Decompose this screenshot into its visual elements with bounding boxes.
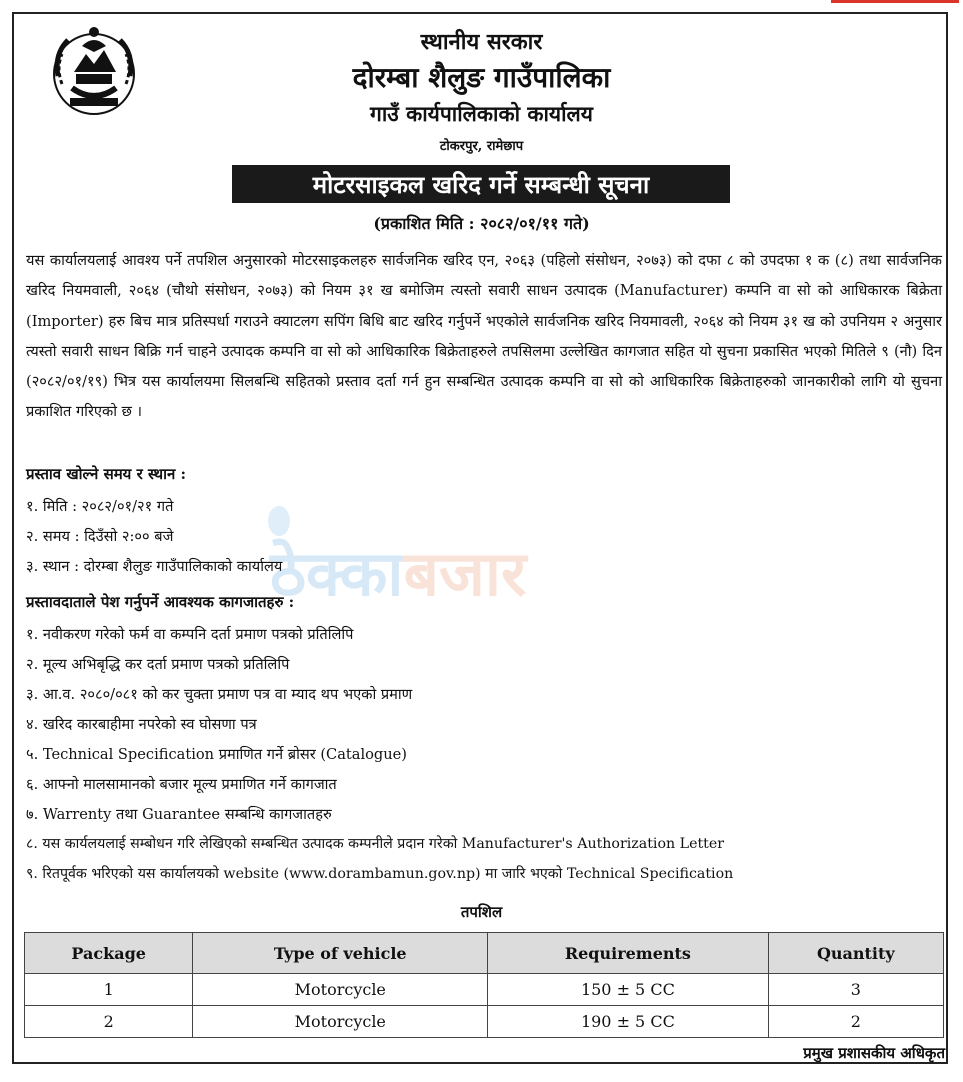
opening-item-time: २. समय : दिउँसो २:०० बजे xyxy=(26,528,174,545)
vehicle-spec-table xyxy=(24,932,944,1038)
cell-package: 2 xyxy=(25,1006,193,1038)
watermark-logo: ठेक्काबजार xyxy=(270,537,527,610)
table-row xyxy=(25,1006,944,1038)
table-row xyxy=(25,974,944,1006)
header-office-name: गाउँ कार्यपालिकाको कार्यालय xyxy=(370,101,593,126)
opening-item-place: ३. स्थान : दोरम्बा शैलुङ गाउँपालिकाको कार्यालय xyxy=(26,558,283,575)
document-item: ५. Technical Specification प्रमाणित गर्ने ब्रोसर (Catalogue) xyxy=(26,746,407,763)
cell-quantity: 3 xyxy=(768,974,943,1006)
document-item: २. मूल्य अभिबृद्धि कर दर्ता प्रमाण पत्रको प्रतिलिपि xyxy=(26,656,290,673)
document-item: ८. यस कार्यलयलाई सम्बोधन गरि लेखिएको सम्बन्धित उत्पादक कम्पनीले प्रदान गरेको Manufacturer's Authorization Letter xyxy=(26,836,725,852)
cell-package: 1 xyxy=(25,974,193,1006)
document-item: ९. रितपूर्वक भरिएको यस कार्यालयको website (www.dorambamun.gov.np) मा जारि भएको Technical Specification xyxy=(26,866,734,882)
notice-body-paragraph: यस कार्यालयलाई आवश्य पर्ने तपशिल अनुसारको मोटरसाइकलहरु सार्वजनिक खरिद एन, २०६३ (पहिलो संसोधन, २०७३) को दफा ८ को उपदफा १ क (८) तथा सार्वजनिक खरिद नियमवाली, २०६४ (चौथो संसोधन, २०७३) को नियम ३१ ख बमोजिम त्यस्तो सवारी साधन उत्पादक (Manufacturer) कम्पनि वा सो को आधिकारक बिक्रेता (Importer) हरु बिच मात्र प्रतिस्पर्धा गराउने क्याटलग सपिंग बिधि बाट खरिद गर्नुपर्ने भएकोले सार्वजनिक खरिद नियमावली, २०६४ को नियम ३१ ख को उपनियम २ अनुसार त्यस्तो सवारी साधन बिक्रि गर्न चाहने उत्पादक कम्पनि वा सो को आधिकारिक बिक्रेताहरुले तपसिलमा उल्लेखित कागजात सहित यो सुचना प्रकासित भएको मितिले ९ (नौ) दिन (२०८२/०१/१९) भित्र यस कार्यालयमा सिलबन्धि सहितको प्रस्ताव दर्ता गर्न हुन सम्बन्धित उत्पादक कम्पनि वा सो को आधिकारिक बिक्रेताहरुको जानकारीको लागि यो सुचना प्रकाशित गरिएको छ । xyxy=(26,252,942,421)
table-header-row xyxy=(25,933,944,974)
column-header-quantity: Quantity xyxy=(768,933,943,974)
opening-item-date: १. मिति : २०८२/०१/२१ गते xyxy=(26,498,174,515)
opening-section-heading: प्रस्ताव खोल्ने समय र स्थान : xyxy=(26,465,187,483)
published-date: (प्रकाशित मिति : २०८२/०१/११ गते) xyxy=(373,214,590,233)
document-item: ३. आ.व. २०८०/०८१ को कर चुक्ता प्रमाण पत्र वा म्याद थप भएको प्रमाण xyxy=(26,686,413,703)
column-header-requirements: Requirements xyxy=(488,933,768,974)
document-item: ७. Warrenty तथा Guarantee सम्बन्धि कागजातहरु xyxy=(26,806,332,823)
header-municipality-name: दोरम्बा शैलुङ गाउँपालिका xyxy=(352,61,611,94)
signatory-title: प्रमुख प्रशासकीय अधिकृत xyxy=(803,1044,945,1062)
cell-quantity: 2 xyxy=(768,1006,943,1038)
cell-requirements: 190 ± 5 CC xyxy=(488,1006,768,1038)
header-line-local-government: स्थानीय सरकार xyxy=(420,29,543,55)
cell-vehicle-type: Motorcycle xyxy=(193,1006,488,1038)
document-item: ६. आफ्नो मालसामानको बजार मूल्य प्रमाणित गर्ने कागजात xyxy=(26,776,337,793)
corner-accent xyxy=(831,0,959,3)
documents-section-heading: प्रस्तावदाताले पेश गर्नुपर्ने आवश्यक कागजातहरु : xyxy=(26,593,295,611)
document-item: १. नवीकरण गरेको फर्म वा कम्पनि दर्ता प्रमाण पत्रको प्रतिलिपि xyxy=(26,626,354,643)
cell-requirements: 150 ± 5 CC xyxy=(488,974,768,1006)
cell-vehicle-type: Motorcycle xyxy=(193,974,488,1006)
column-header-vehicle-type: Type of vehicle xyxy=(193,933,488,974)
table-heading: तपशिल xyxy=(460,903,503,921)
header-address: टोकरपुर, रामेछाप xyxy=(439,139,524,154)
notice-title: मोटरसाइकल खरिद गर्ने सम्बन्धी सूचना xyxy=(232,165,730,203)
document-item: ४. खरिद कारबाहीमा नपरेको स्व घोसणा पत्र xyxy=(26,716,257,733)
column-header-package: Package xyxy=(25,933,193,974)
